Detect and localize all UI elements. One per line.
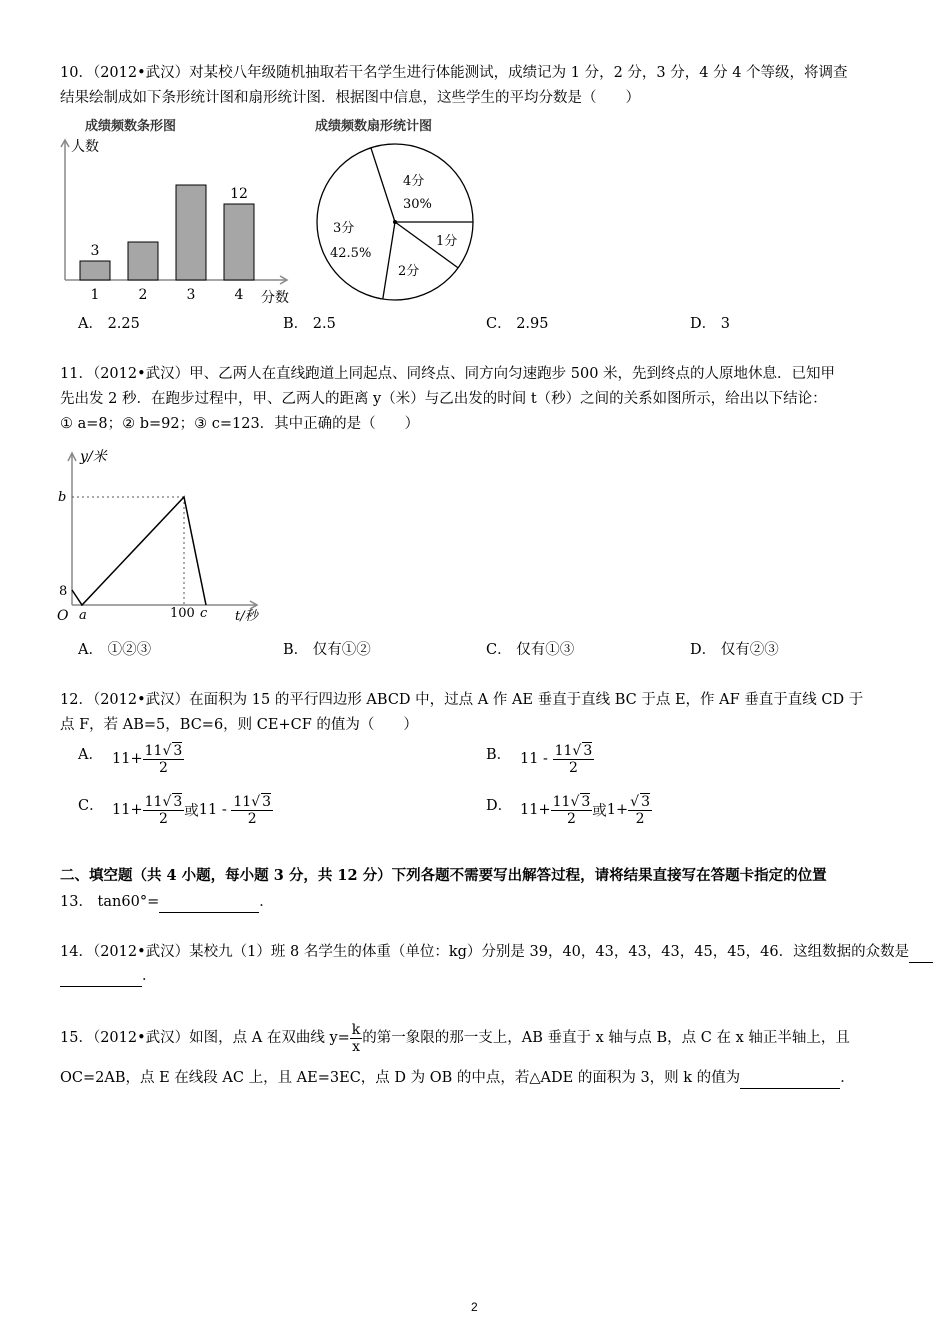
q12-d-11plus: 11+ — [520, 802, 551, 818]
q13-answer-blank[interactable] — [159, 892, 259, 913]
pie-percent-4: 30% — [403, 197, 432, 212]
q12-a-frac — [143, 742, 185, 776]
q12-option-c[interactable] — [112, 793, 273, 827]
graph-x-label: t/秒 — [235, 609, 258, 624]
q12-b-11minus: 11 - — [520, 751, 548, 767]
q14-answer-blank-1[interactable] — [909, 942, 933, 963]
q11-option-c[interactable]: C． 仅有①③ — [486, 642, 575, 658]
q14-line1 — [60, 942, 933, 963]
q12-c-frac1 — [143, 793, 185, 827]
q12-d-frac1 — [551, 793, 593, 827]
distance-time-graph — [52, 445, 272, 630]
q12-line2: 点 F，若 AB=5，BC=6，则 CE+CF 的值为（ ） — [60, 717, 418, 733]
q12-a-sqrt: 3 — [173, 743, 183, 759]
q12-d-sqrt1: 3 — [581, 794, 591, 810]
q15-line2 — [60, 1068, 855, 1089]
bar-3 — [176, 185, 206, 280]
bar-chart — [55, 115, 305, 310]
q14-line2 — [60, 966, 157, 987]
pie-percent-3: 42.5% — [330, 246, 372, 261]
q12-c-den2: 2 — [247, 811, 257, 827]
q13-end: ． — [259, 894, 274, 910]
q15-line2-text: OC=2AB，点 E 在线段 AC 上，且 AE=3EC，点 D 为 OB 的中点，若△ADE 的面积为 3，则 k 的值为 — [60, 1070, 741, 1086]
q10-option-c[interactable]: C． 2.95 — [486, 316, 549, 332]
graph-origin: O — [57, 608, 69, 624]
q12-d-1plus: 1+ — [606, 802, 629, 818]
pie-center — [393, 220, 397, 224]
q10-option-d[interactable]: D． 3 — [690, 316, 730, 332]
q12-option-a[interactable] — [112, 742, 184, 776]
graph-b-label: b — [58, 490, 67, 505]
graph-100-label: 100 — [170, 606, 195, 621]
q11-line2: 先出发 2 秒．在跑步过程中，甲、乙两人的距离 y（米）与乙出发的时间 t（秒）之间的关系如图所示，给出以下结论： — [60, 391, 827, 407]
q12-option-d-label[interactable]: D． — [486, 798, 513, 814]
sqrt-icon: √ — [570, 794, 580, 810]
q12-c-sqrt1: 3 — [173, 794, 183, 810]
bar-data-label-4: 12 — [230, 186, 248, 202]
bar-tick-2: 2 — [138, 287, 148, 303]
q14-end: ． — [142, 968, 157, 984]
q12-a-num: 11 — [144, 743, 163, 759]
q12-c-sqrt2: 3 — [262, 794, 272, 810]
q12-c-11minus: 11 - — [198, 802, 227, 818]
q12-line1: 12．（2012•武汉）在面积为 15 的平行四边形 ABCD 中，过点 A 作 AE 垂直于直线 BC 于点 E，作 AF 垂直于直线 CD 于 — [60, 692, 864, 708]
q12-d-sqrt2: 3 — [641, 794, 650, 810]
q12-d-den1: 2 — [566, 811, 576, 827]
sqrt-icon: √ — [572, 743, 582, 759]
q12-c-num2: 11 — [233, 794, 252, 810]
q10-option-a[interactable]: A． 2.25 — [78, 316, 140, 332]
q12-b-sqrt: 3 — [583, 743, 593, 759]
q12-c-or: 或 — [184, 803, 199, 820]
q11-line3: ① a=8；② b=92；③ c=123．其中正确的是（ ） — [60, 416, 420, 432]
bar-chart-ylabel: 人数 — [71, 139, 99, 155]
graph-a-label: a — [79, 608, 87, 623]
q15-k: k — [351, 1021, 361, 1038]
q12-d-num1: 11 — [552, 794, 571, 810]
q12-b-frac — [553, 742, 595, 776]
q15-end: ． — [840, 1070, 855, 1086]
q12-option-b-label[interactable]: B． — [486, 747, 512, 763]
bar-2 — [128, 242, 158, 280]
q12-b-den: 2 — [568, 760, 578, 776]
q12-option-d[interactable] — [520, 793, 652, 827]
q12-option-b[interactable] — [520, 742, 594, 776]
q10-line2: 结果绘制成如下条形统计图和扇形统计图．根据图中信息，这些学生的平均分数是（ ） — [60, 90, 640, 106]
pie-label-4: 4分 — [403, 174, 425, 189]
q12-d-frac2 — [628, 793, 652, 827]
q13-text: 13． tan60°= — [60, 894, 160, 910]
q12-a-11plus: 11+ — [112, 751, 143, 767]
q11-line1: 11．（2012•武汉）甲、乙两人在直线跑道上同起点、同终点、同方向匀速跑步 500 米，先到终点的人原地休息．已知甲 — [60, 366, 836, 382]
q12-c-den1: 2 — [158, 811, 168, 827]
bar-tick-1: 1 — [90, 287, 100, 303]
bar-chart-title: 成绩频数条形图 — [85, 119, 177, 134]
sqrt-icon: √ — [162, 794, 172, 810]
section2-heading: 二、填空题（共 4 小题，每小题 3 分，共 12 分）下列各题不需要写出解答过程，请将结果直接写在答题卡指定的位置 — [60, 867, 827, 884]
bar-4 — [224, 204, 254, 280]
q13 — [60, 892, 274, 913]
q11-option-a[interactable]: A． ①②③ — [78, 642, 152, 658]
sqrt-icon: √ — [251, 794, 261, 810]
bar-1 — [80, 261, 110, 280]
pie-chart — [305, 115, 485, 310]
bar-tick-4: 4 — [234, 287, 244, 303]
q11-option-b[interactable]: B． 仅有①② — [283, 642, 371, 658]
q15-pre: 15．（2012•武汉）如图，点 A 在双曲线 y= — [60, 1030, 350, 1046]
pie-label-1: 1分 — [436, 234, 458, 249]
graph-y-label: y/米 — [80, 449, 107, 465]
q15-frac — [350, 1022, 362, 1055]
pie-label-3: 3分 — [333, 221, 355, 236]
q12-d-or: 或 — [592, 803, 607, 820]
q15-line1 — [60, 1018, 850, 1058]
q10-option-b[interactable]: B． 2.5 — [283, 316, 336, 332]
q14-text: 14．（2012•武汉）某校九（1）班 8 名学生的体重（单位：kg）分别是 39，40，43，43，43，45，45，46．这组数据的众数是 — [60, 944, 910, 960]
q15-x: x — [352, 1038, 360, 1055]
q15-post: 的第一象限的那一支上，AB 垂直于 x 轴与点 B，点 C 在 x 轴正半轴上，且 — [362, 1030, 850, 1046]
pie-chart-title: 成绩频数扇形统计图 — [315, 119, 433, 134]
q12-option-c-label[interactable]: C． — [78, 798, 104, 814]
q11-option-d[interactable]: D． 仅有②③ — [690, 642, 779, 658]
q12-a-den: 2 — [158, 760, 168, 776]
bar-chart-xlabel: 分数 — [261, 290, 289, 306]
q12-c-frac2 — [231, 793, 273, 827]
q14-answer-blank-2[interactable] — [60, 966, 142, 987]
q12-c-num1: 11 — [144, 794, 163, 810]
sqrt-icon: √ — [630, 794, 640, 810]
q10-line1: 10．（2012•武汉）对某校八年级随机抽取若干名学生进行体能测试，成绩记为 1 分，2 分，3 分，4 分 4 个等级，将调查 — [60, 65, 848, 81]
bar-tick-3: 3 — [186, 287, 196, 303]
pie-label-2: 2分 — [398, 264, 420, 279]
sqrt-icon: √ — [162, 743, 172, 759]
page-number: 2 — [471, 1300, 478, 1314]
q12-d-den2: 2 — [635, 811, 645, 827]
bar-data-label-1: 3 — [90, 243, 100, 259]
q12-option-a-label[interactable]: A． — [78, 747, 103, 763]
graph-polyline — [72, 497, 206, 605]
graph-c-label: c — [200, 606, 208, 621]
q12-c-11plus: 11+ — [112, 802, 143, 818]
q12-b-num: 11 — [554, 743, 573, 759]
graph-8-label: 8 — [59, 584, 68, 599]
q15-answer-blank[interactable] — [740, 1068, 840, 1089]
